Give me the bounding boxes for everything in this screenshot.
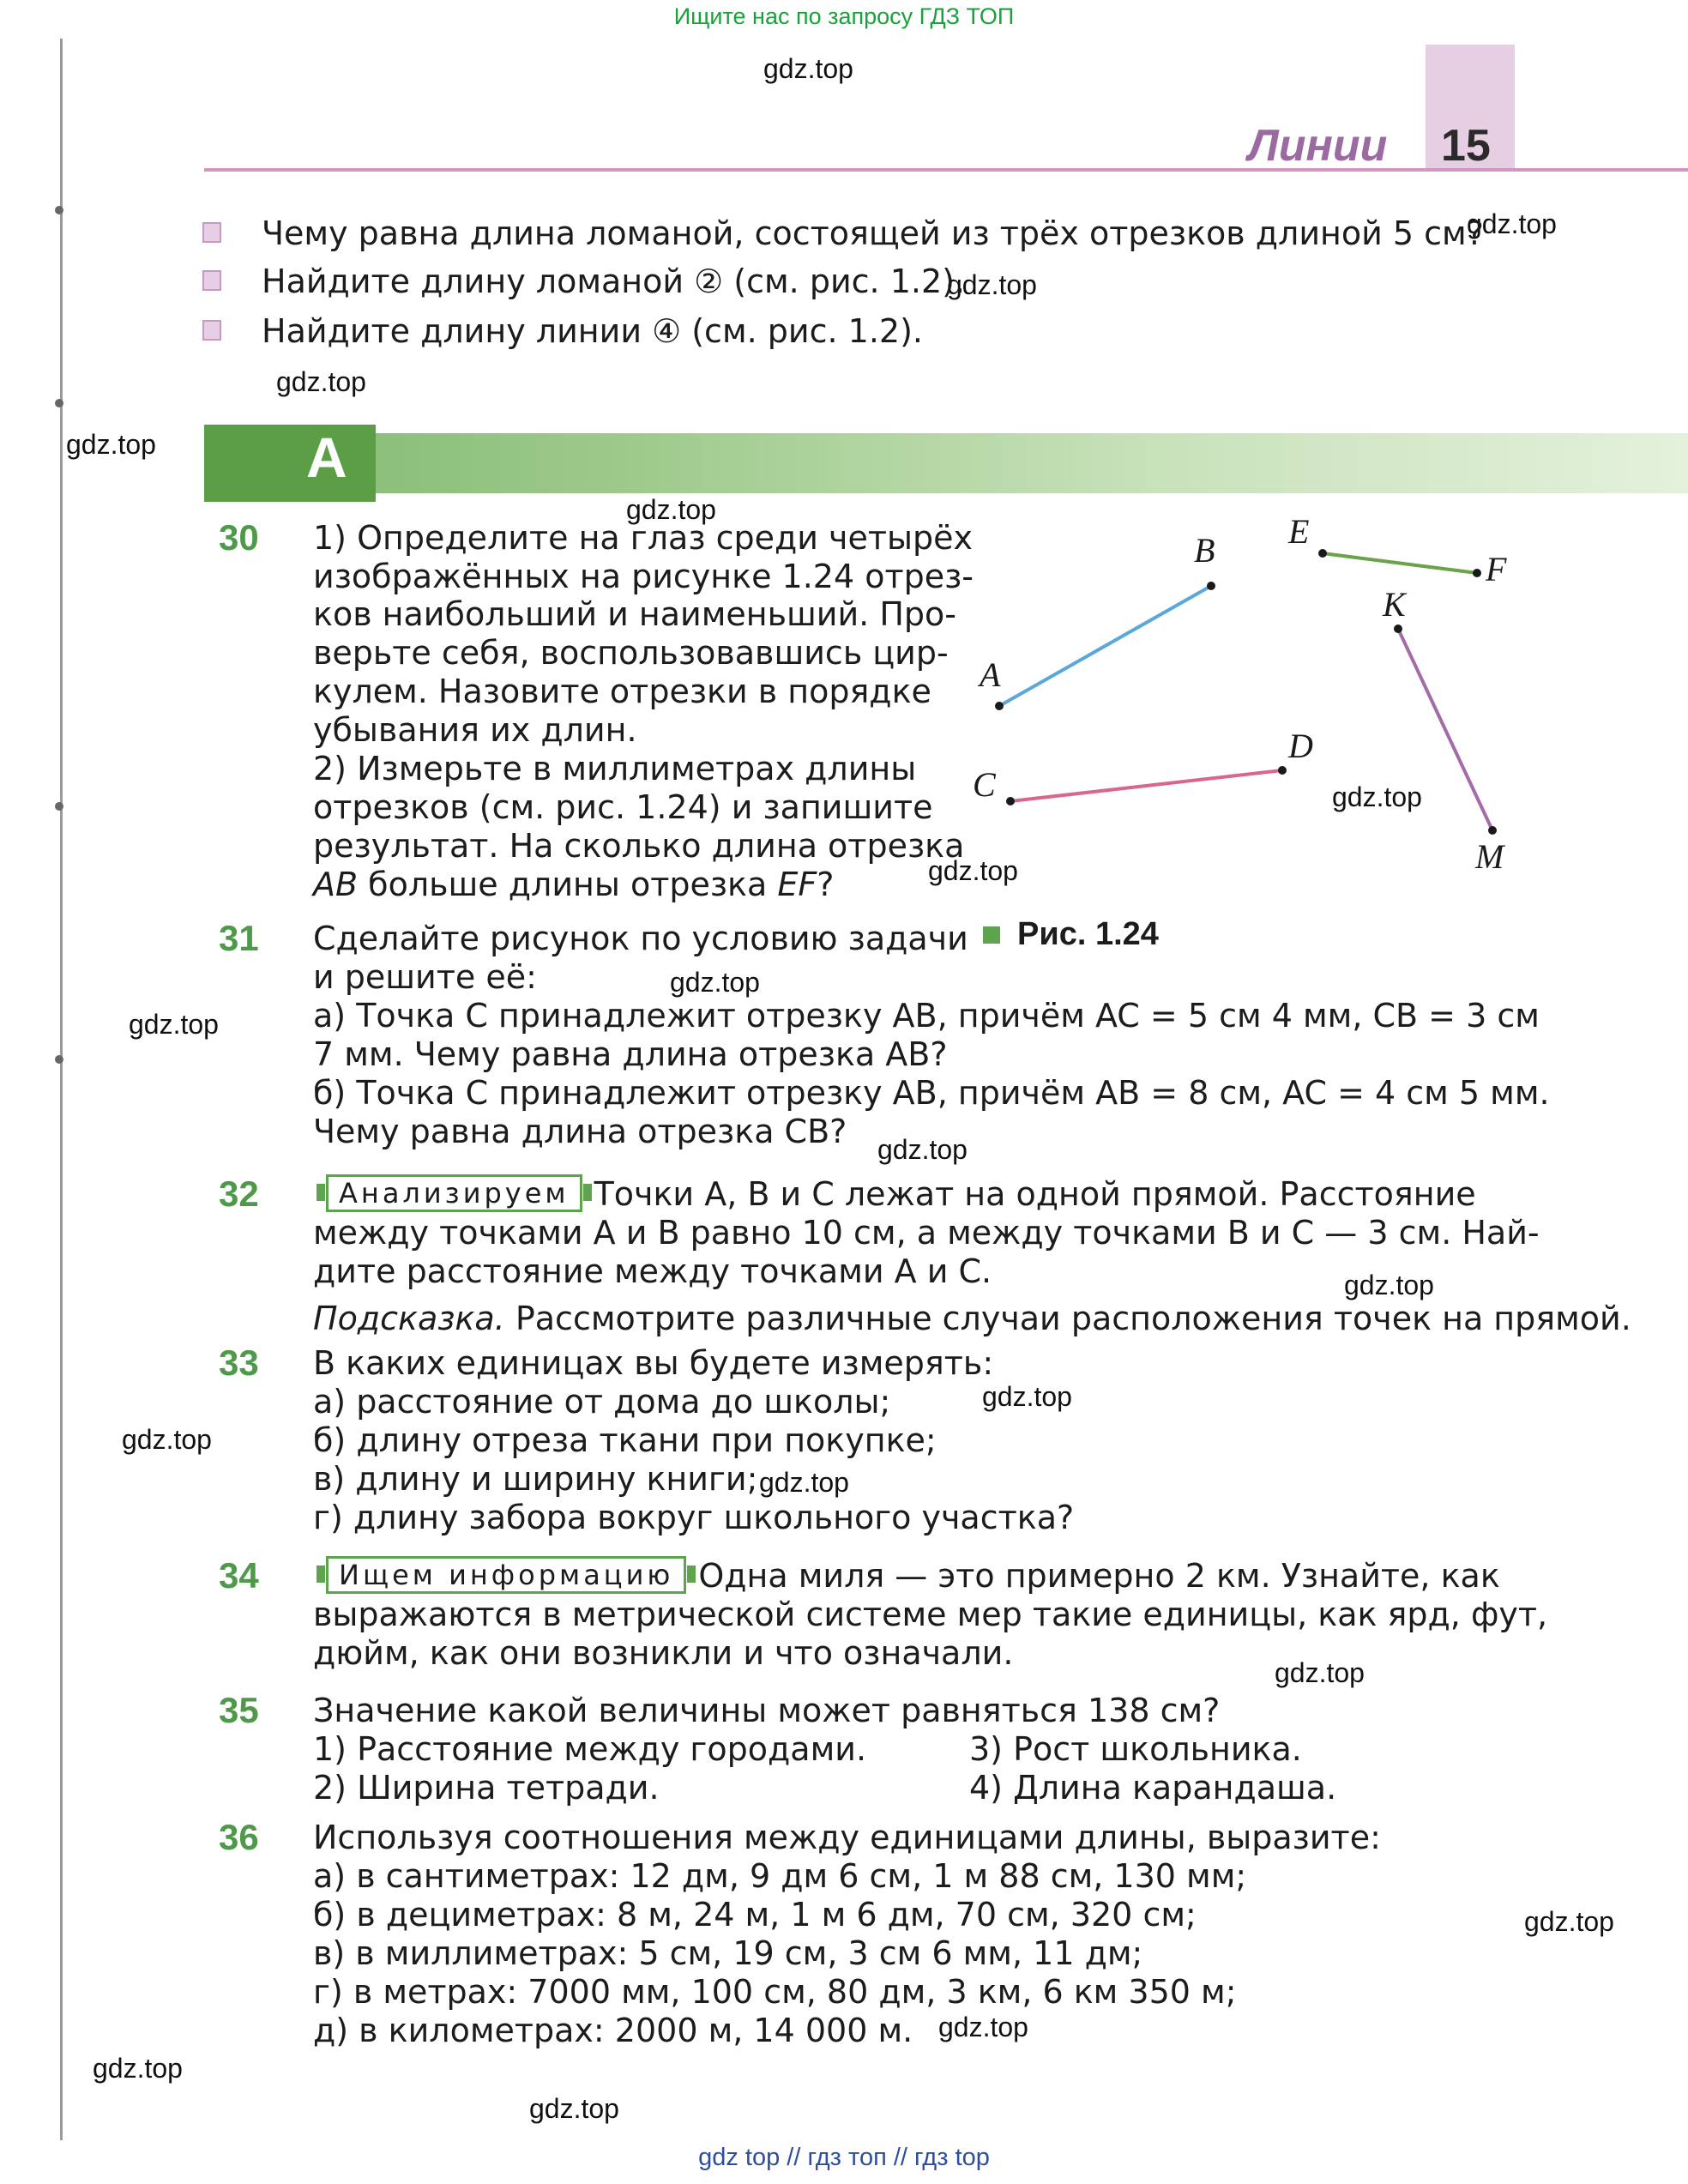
tag-search-info: Ищем информацию [326,1556,686,1594]
hint-label: Подсказка. [313,1300,505,1337]
task-34-line3: дюйм, как они возникли и что означали. [313,1634,1014,1672]
task-31-line: и решите её: [313,958,537,996]
point-e [1318,549,1327,558]
section-a-letter: А [306,425,347,489]
task-number: 32 [219,1173,259,1214]
task-30-line: ков наибольший и наименьший. Про- [313,595,956,633]
binding-hole [55,802,63,811]
watermark: gdz.top [670,967,760,998]
task-31-b: Чему равна длина отрезка CB? [313,1113,847,1150]
caption-marker [983,926,1000,944]
figure-caption: Рис. 1.24 [1017,916,1159,952]
watermark: gdz.top [1344,1270,1434,1300]
question-bullet [202,222,221,243]
intro-question-3: Найдите длину линии ④ (см. рис. 1.2). [262,312,923,350]
label-b: B [1194,531,1215,570]
watermark: gdz.top [122,1424,212,1455]
task-32-line3: дите расстояние между точками A и C. [313,1252,992,1290]
task-35-option: 1) Расстояние между городами. [313,1730,867,1768]
watermark: gdz.top [877,1134,968,1165]
watermark: gdz.top [947,269,1037,300]
label-d: D [1288,727,1313,765]
task-30-line: верьте себя, воспользовавшись цир- [313,634,949,672]
watermark: gdz.top [276,366,366,397]
task-33-item: г) длину забора вокруг школьного участка? [313,1499,1075,1536]
footer-links[interactable]: gdz top // гдз топ // гдз top [698,2144,990,2171]
figure-1-24 [961,506,1527,884]
task-number: 30 [219,517,259,558]
task-32-line1 [326,1175,1476,1215]
task-33-intro: В каких единицах вы будете измерять: [313,1344,994,1382]
section-a-box [204,425,376,502]
task-30-last-line [313,866,834,903]
task-35-option: 2) Ширина тетради. [313,1769,660,1807]
task-31-b: б) Точка C принадлежит отрезку AB, причём AB = 8 см, AC = 4 см 5 мм. [313,1074,1550,1112]
task-31-a: а) Точка C принадлежит отрезку AB, причём AC = 5 см 4 мм, CB = 3 см [313,997,1540,1035]
task-number: 33 [219,1342,259,1383]
task-number: 36 [219,1817,259,1857]
binding-hole [55,1055,63,1064]
task-30-line: отрезков (см. рис. 1.24) и запишите [313,788,933,826]
chapter-title: Линии [1248,121,1388,171]
task-35-option: 4) Длина карандаша. [969,1769,1337,1807]
label-f: F [1486,550,1507,588]
task-35-question: Значение какой величины может равняться 138 см? [313,1692,1221,1729]
task-35-option: 3) Рост школьника. [969,1730,1302,1768]
watermark: gdz.top [66,429,156,460]
question-bullet [202,270,221,291]
watermark: gdz.top [982,1381,1072,1412]
task-33-item: б) длину отреза ткани при покупке; [313,1421,937,1459]
watermark: gdz.top [763,53,853,84]
label-e: E [1288,512,1310,551]
watermark: gdz.top [529,2093,619,2124]
task-30-line: убывания их длин. [313,711,637,749]
tag-analyze: Анализируем [326,1174,582,1212]
task-30-line: кулем. Назовите отрезки в порядке [313,673,931,710]
segment-ab [999,586,1211,706]
watermark: gdz.top [129,1009,219,1040]
segment-label: EF [777,866,817,903]
segment-cd [1010,770,1282,801]
binding-hole [55,399,63,407]
task-30-line: результат. На сколько длина отрезка [313,827,965,865]
task-number: 31 [219,918,259,958]
task-32-hint [313,1300,1631,1337]
task-36-item: а) в сантиметрах: 12 дм, 9 дм 6 см, 1 м 88 см, 130 мм; [313,1857,1247,1895]
segment-km [1398,629,1492,830]
task-30-line: 1) Определите на глаз среди четырёх [313,519,973,557]
task-34-text: Одна миля — это примерно 2 км. Узнайте, как [698,1557,1500,1595]
task-36-item: б) в дециметрах: 8 м, 24 м, 1 м 6 дм, 70 см, 320 см; [313,1896,1197,1934]
segment-label: AB [313,866,359,903]
watermark: gdz.top [938,2012,1028,2042]
task-34-line2: выражаются в метрической системе мер такие единицы, как ярд, фут, [313,1596,1548,1633]
watermark: gdz.top [1275,1657,1365,1688]
task-30-text: ? [817,866,835,903]
page-number: 15 [1441,121,1491,171]
label-k: K [1383,585,1406,624]
label-c: C [973,765,996,804]
intro-question-1: Чему равна длина ломаной, состоящей из трёх отрезков длиной 5 см? [262,214,1484,252]
task-30-line: 2) Измерьте в миллиметрах длины [313,750,917,787]
watermark: gdz.top [1467,208,1557,239]
segment-ef [1323,553,1477,573]
label-m: M [1475,837,1504,876]
watermark: gdz.top [759,1467,849,1498]
watermark: gdz.top [626,494,716,525]
intro-question-2: Найдите длину ломаной ② (см. рис. 1.2). [262,262,966,300]
hint-text: Рассмотрите различные случаи расположения точек на прямой. [504,1300,1631,1337]
task-32-line2: между точками A и B равно 10 см, а между точками B и C — 3 см. Най- [313,1214,1540,1252]
task-30-text: больше длины отрезка [358,866,778,903]
task-36-item: в) в миллиметрах: 5 см, 19 см, 3 см 6 мм, 11 дм; [313,1934,1143,1972]
section-a-band [204,433,1688,493]
task-33-item: а) расстояние от дома до школы; [313,1383,891,1421]
task-34-line1 [326,1557,1500,1596]
task-31-a: 7 мм. Чему равна длина отрезка AB? [313,1035,948,1073]
point-b [1207,582,1215,590]
task-31-line: Сделайте рисунок по условию задачи [313,920,968,957]
point-m [1488,826,1497,835]
watermark: gdz.top [1332,781,1422,812]
question-bullet [202,320,221,341]
label-a: A [980,655,1001,694]
task-36-intro: Используя соотношения между единицами длины, выразите: [313,1819,1381,1856]
task-36-item: г) в метрах: 7000 мм, 100 см, 80 дм, 3 км, 6 км 350 м; [313,1973,1237,2011]
watermark: gdz.top [928,855,1018,886]
page-binding-edge [60,39,63,2140]
point-f [1473,569,1481,577]
watermark: gdz.top [93,2053,183,2084]
point-c [1006,797,1015,805]
task-33-item: в) длину и ширину книги; [313,1460,758,1498]
task-32-text: Точки A, B и C лежат на одной прямой. Расстояние [594,1175,1476,1213]
point-a [995,702,1004,710]
point-d [1278,766,1287,775]
point-k [1394,624,1402,633]
task-number: 34 [219,1555,259,1596]
search-banner[interactable]: Ищите нас по запросу ГДЗ ТОП [673,3,1015,29]
binding-hole [55,206,63,214]
task-30-line: изображённых на рисунке 1.24 отрез- [313,558,974,595]
task-36-item: д) в километрах: 2000 м, 14 000 м. [313,2012,913,2049]
task-number: 35 [219,1690,259,1730]
watermark: gdz.top [1524,1906,1614,1937]
